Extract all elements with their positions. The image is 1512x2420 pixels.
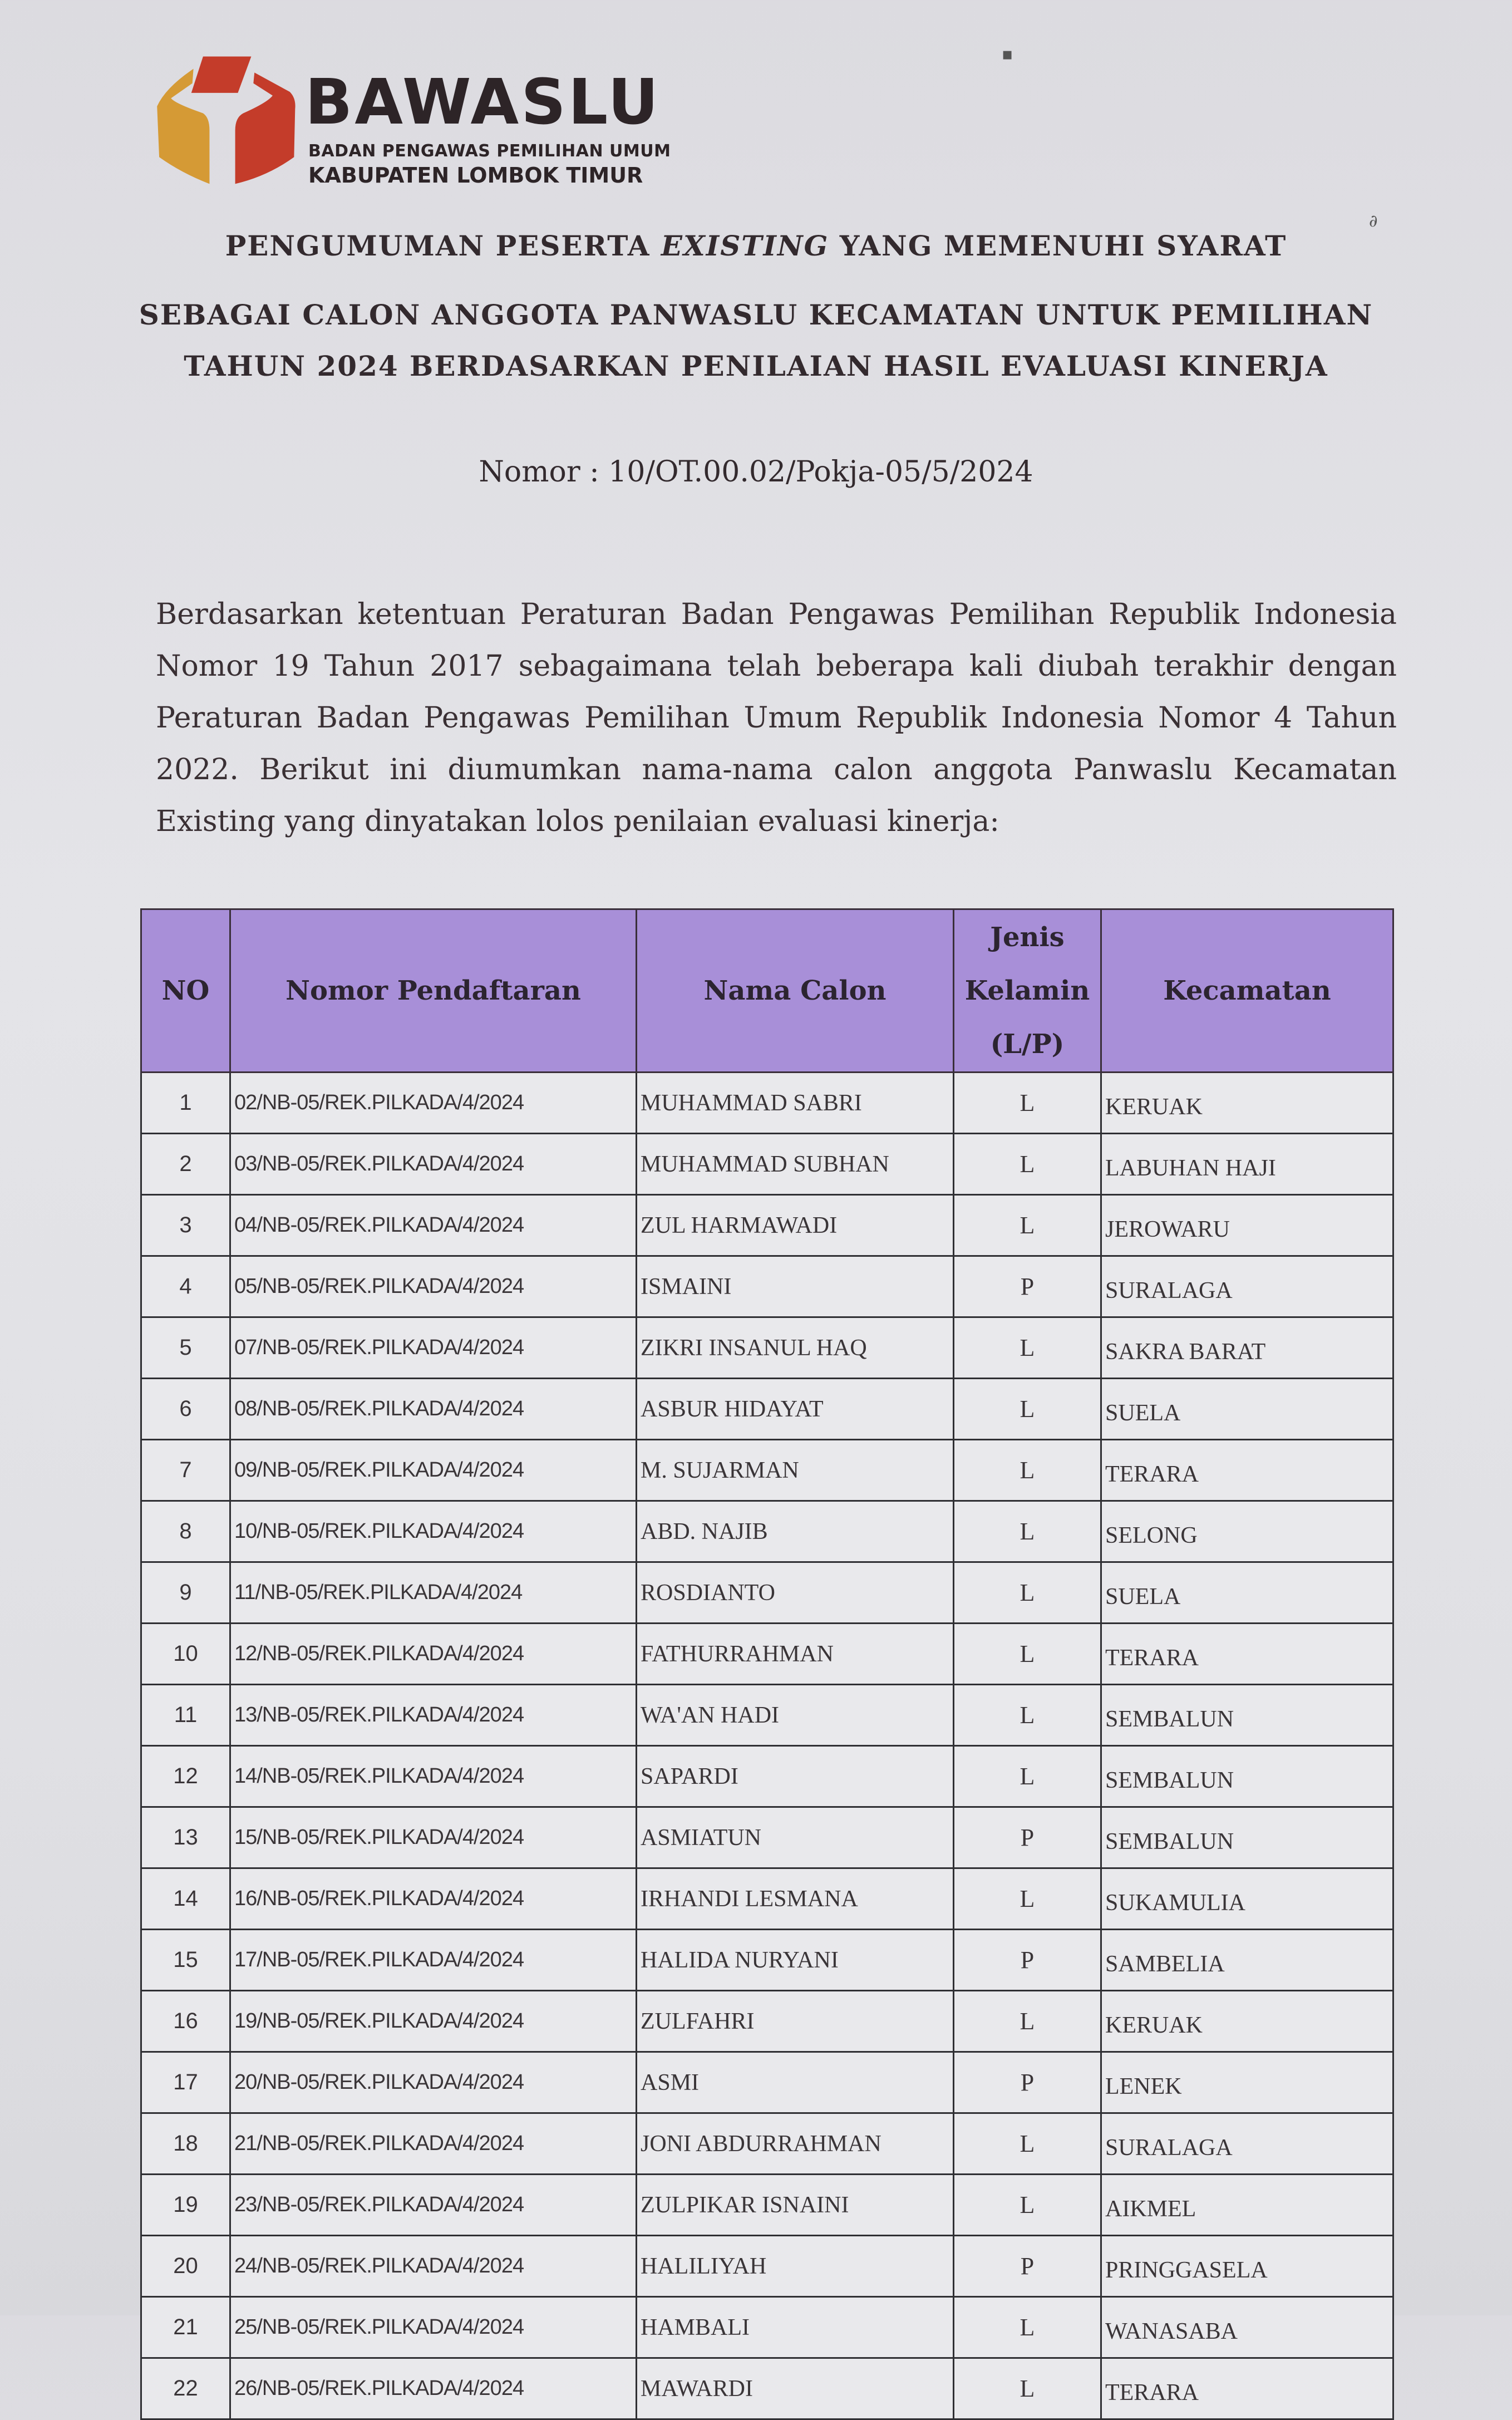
candidate-name: MAWARDI xyxy=(637,2358,954,2419)
row-number: 5 xyxy=(141,1317,230,1379)
table-row xyxy=(141,1501,1393,1562)
candidate-name: HALILIYAH xyxy=(637,2236,954,2297)
row-number: 17 xyxy=(141,2052,230,2113)
table-row xyxy=(141,1134,1393,1195)
document-number: Nomor : 10/OT.00.02/Pokja-05/5/2024 xyxy=(479,455,1033,489)
candidates-table xyxy=(140,908,1392,2420)
table-row xyxy=(141,1195,1393,1256)
row-number: 2 xyxy=(141,1134,230,1195)
col-header-jenis-kelamin xyxy=(954,909,1101,1073)
gender: L xyxy=(954,1195,1101,1256)
table-row xyxy=(141,2052,1393,2113)
table-row xyxy=(141,2358,1393,2419)
kecamatan: SUELA xyxy=(1101,1379,1393,1440)
registration-number: 12/NB-05/REK.PILKADA/4/2024 xyxy=(230,1624,637,1685)
registration-number: 21/NB-05/REK.PILKADA/4/2024 xyxy=(230,2113,637,2175)
gender: L xyxy=(954,1317,1101,1379)
title-text: YANG MEMENUHI SYARAT xyxy=(829,229,1287,262)
kecamatan: SUELA xyxy=(1101,1562,1393,1624)
row-number: 18 xyxy=(141,2113,230,2175)
candidate-name: FATHURRAHMAN xyxy=(637,1624,954,1685)
kecamatan: TERARA xyxy=(1101,2358,1393,2419)
kecamatan: WANASABA xyxy=(1101,2297,1393,2358)
registration-number: 17/NB-05/REK.PILKADA/4/2024 xyxy=(230,1930,637,1991)
table-row xyxy=(141,2236,1393,2297)
registration-number: 07/NB-05/REK.PILKADA/4/2024 xyxy=(230,1317,637,1379)
registration-number: 13/NB-05/REK.PILKADA/4/2024 xyxy=(230,1685,637,1746)
intro-paragraph: Berdasarkan ketentuan Peraturan Badan Pengawas Pemilihan Republik Indonesia Nomor 19 Tahun 2017 sebagaimana telah beberapa kali diubah terakhir dengan Peraturan Badan Pengawas Pemilihan Umum Republik Indonesia Nomor 4 Tahun 2022. Berikut ini diumumkan nama-nama calon anggota Panwaslu Kecamatan Existing yang dinyatakan lolos penilaian evaluasi kinerja: xyxy=(156,598,1397,838)
gender: L xyxy=(954,1379,1101,1440)
row-number: 20 xyxy=(141,2236,230,2297)
paper-speck: ∂ xyxy=(1369,211,1378,231)
registration-number: 14/NB-05/REK.PILKADA/4/2024 xyxy=(230,1746,637,1807)
gender: L xyxy=(954,1868,1101,1930)
row-number: 14 xyxy=(141,1868,230,1930)
kecamatan: SEMBALUN xyxy=(1101,1807,1393,1868)
kecamatan: SELONG xyxy=(1101,1501,1393,1562)
registration-number: 10/NB-05/REK.PILKADA/4/2024 xyxy=(230,1501,637,1562)
table-row xyxy=(141,2297,1393,2358)
candidate-name: ASBUR HIDAYAT xyxy=(637,1379,954,1440)
table-row xyxy=(141,1868,1393,1930)
registration-number: 02/NB-05/REK.PILKADA/4/2024 xyxy=(230,1073,637,1134)
kecamatan: TERARA xyxy=(1101,1624,1393,1685)
candidate-name: ZULPIKAR ISNAINI xyxy=(637,2175,954,2236)
registration-number: 15/NB-05/REK.PILKADA/4/2024 xyxy=(230,1807,637,1868)
registration-number: 11/NB-05/REK.PILKADA/4/2024 xyxy=(230,1562,637,1624)
brand-block xyxy=(305,66,671,188)
table-row xyxy=(141,1807,1393,1868)
registration-number: 23/NB-05/REK.PILKADA/4/2024 xyxy=(230,2175,637,2236)
gender: P xyxy=(954,2052,1101,2113)
table-row xyxy=(141,1624,1393,1685)
gender: L xyxy=(954,2113,1101,2175)
table-row xyxy=(141,1685,1393,1746)
registration-number: 25/NB-05/REK.PILKADA/4/2024 xyxy=(230,2297,637,2358)
title-line-3: TAHUN 2024 BERDASARKAN PENILAIAN HASIL EVALUASI KINERJA xyxy=(184,350,1328,382)
candidate-name: HAMBALI xyxy=(637,2297,954,2358)
col-header-kecamatan: Kecamatan xyxy=(1101,909,1393,1073)
kecamatan: KERUAK xyxy=(1101,1991,1393,2052)
kecamatan: SAKRA BARAT xyxy=(1101,1317,1393,1379)
kecamatan: JEROWARU xyxy=(1101,1195,1393,1256)
gender: L xyxy=(954,1991,1101,2052)
kecamatan: LENEK xyxy=(1101,2052,1393,2113)
table-row xyxy=(141,1073,1393,1134)
candidate-name: ZUL HARMAWADI xyxy=(637,1195,954,1256)
org-region: KABUPATEN LOMBOK TIMUR xyxy=(308,163,643,188)
header-text: Kelamin xyxy=(964,975,1090,1006)
gender: L xyxy=(954,1624,1101,1685)
gender: L xyxy=(954,2358,1101,2419)
org-name: BAWASLU xyxy=(305,66,661,139)
table-row xyxy=(141,1379,1393,1440)
gender: L xyxy=(954,1440,1101,1501)
gender: P xyxy=(954,2236,1101,2297)
kecamatan: SAMBELIA xyxy=(1101,1930,1393,1991)
row-number: 19 xyxy=(141,2175,230,2236)
table-row xyxy=(141,1440,1393,1501)
registration-number: 08/NB-05/REK.PILKADA/4/2024 xyxy=(230,1379,637,1440)
row-number: 21 xyxy=(141,2297,230,2358)
gender: P xyxy=(954,1807,1101,1868)
title-line-1 xyxy=(0,229,1512,262)
bawaslu-logo-icon xyxy=(149,50,311,189)
header-text: Jenis xyxy=(990,922,1065,953)
table-row xyxy=(141,1562,1393,1624)
col-header-nama-calon: Nama Calon xyxy=(637,909,954,1073)
gender: P xyxy=(954,1930,1101,1991)
title-text: PENGUMUMAN PESERTA xyxy=(225,229,661,262)
candidate-name: ASMIATUN xyxy=(637,1807,954,1868)
header-text: (L/P) xyxy=(990,1029,1065,1060)
kecamatan: SURALAGA xyxy=(1101,1256,1393,1317)
candidate-name: IRHANDI LESMANA xyxy=(637,1868,954,1930)
kecamatan: KERUAK xyxy=(1101,1073,1393,1134)
row-number: 10 xyxy=(141,1624,230,1685)
candidate-name: SAPARDI xyxy=(637,1746,954,1807)
gender: L xyxy=(954,1501,1101,1562)
table-header-row xyxy=(141,909,1393,1073)
gender: P xyxy=(954,1256,1101,1317)
table-row xyxy=(141,2113,1393,2175)
candidate-name: ZIKRI INSANUL HAQ xyxy=(637,1317,954,1379)
registration-number: 19/NB-05/REK.PILKADA/4/2024 xyxy=(230,1991,637,2052)
gender: L xyxy=(954,2297,1101,2358)
candidate-name: WA'AN HADI xyxy=(637,1685,954,1746)
registration-number: 20/NB-05/REK.PILKADA/4/2024 xyxy=(230,2052,637,2113)
candidate-name: HALIDA NURYANI xyxy=(637,1930,954,1991)
registration-number: 05/NB-05/REK.PILKADA/4/2024 xyxy=(230,1256,637,1317)
table-row xyxy=(141,1256,1393,1317)
registration-number: 26/NB-05/REK.PILKADA/4/2024 xyxy=(230,2358,637,2419)
gender: L xyxy=(954,1746,1101,1807)
kecamatan: AIKMEL xyxy=(1101,2175,1393,2236)
candidate-name: ASMI xyxy=(637,2052,954,2113)
table-row xyxy=(141,1746,1393,1807)
candidate-name: ISMAINI xyxy=(637,1256,954,1317)
row-number: 9 xyxy=(141,1562,230,1624)
table-row xyxy=(141,2175,1393,2236)
row-number: 16 xyxy=(141,1991,230,2052)
org-full-name: BADAN PENGAWAS PEMILIHAN UMUM xyxy=(308,141,671,161)
row-number: 8 xyxy=(141,1501,230,1562)
candidate-name: JONI ABDURRAHMAN xyxy=(637,2113,954,2175)
row-number: 1 xyxy=(141,1073,230,1134)
gender: L xyxy=(954,1134,1101,1195)
candidate-name: M. SUJARMAN xyxy=(637,1440,954,1501)
kecamatan: SEMBALUN xyxy=(1101,1685,1393,1746)
kecamatan: LABUHAN HAJI xyxy=(1101,1134,1393,1195)
col-header-nomor-pendaftaran: Nomor Pendaftaran xyxy=(230,909,637,1073)
kecamatan: TERARA xyxy=(1101,1440,1393,1501)
table-row xyxy=(141,1930,1393,1991)
row-number: 6 xyxy=(141,1379,230,1440)
row-number: 12 xyxy=(141,1746,230,1807)
kecamatan: SURALAGA xyxy=(1101,2113,1393,2175)
candidate-name: MUHAMMAD SUBHAN xyxy=(637,1134,954,1195)
kecamatan: PRINGGASELA xyxy=(1101,2236,1393,2297)
registration-number: 04/NB-05/REK.PILKADA/4/2024 xyxy=(230,1195,637,1256)
candidate-name: ZULFAHRI xyxy=(637,1991,954,2052)
gender: L xyxy=(954,1562,1101,1624)
table-row xyxy=(141,1317,1393,1379)
row-number: 22 xyxy=(141,2358,230,2419)
table-row xyxy=(141,1991,1393,2052)
row-number: 15 xyxy=(141,1930,230,1991)
row-number: 4 xyxy=(141,1256,230,1317)
row-number: 13 xyxy=(141,1807,230,1868)
col-header-no: NO xyxy=(141,909,230,1073)
row-number: 11 xyxy=(141,1685,230,1746)
kecamatan: SUKAMULIA xyxy=(1101,1868,1393,1930)
gender: L xyxy=(954,1685,1101,1746)
row-number: 7 xyxy=(141,1440,230,1501)
registration-number: 09/NB-05/REK.PILKADA/4/2024 xyxy=(230,1440,637,1501)
candidate-name: MUHAMMAD SABRI xyxy=(637,1073,954,1134)
candidate-name: ROSDIANTO xyxy=(637,1562,954,1624)
title-emphasis: EXISTING xyxy=(661,229,829,262)
candidate-name: ABD. NAJIB xyxy=(637,1501,954,1562)
registration-number: 24/NB-05/REK.PILKADA/4/2024 xyxy=(230,2236,637,2297)
row-number: 3 xyxy=(141,1195,230,1256)
paper-speck: ▪ xyxy=(1002,45,1013,64)
registration-number: 03/NB-05/REK.PILKADA/4/2024 xyxy=(230,1134,637,1195)
gender: L xyxy=(954,2175,1101,2236)
registration-number: 16/NB-05/REK.PILKADA/4/2024 xyxy=(230,1868,637,1930)
title-line-2: SEBAGAI CALON ANGGOTA PANWASLU KECAMATAN UNTUK PEMILIHAN xyxy=(139,298,1373,331)
gender: L xyxy=(954,1073,1101,1134)
kecamatan: SEMBALUN xyxy=(1101,1746,1393,1807)
